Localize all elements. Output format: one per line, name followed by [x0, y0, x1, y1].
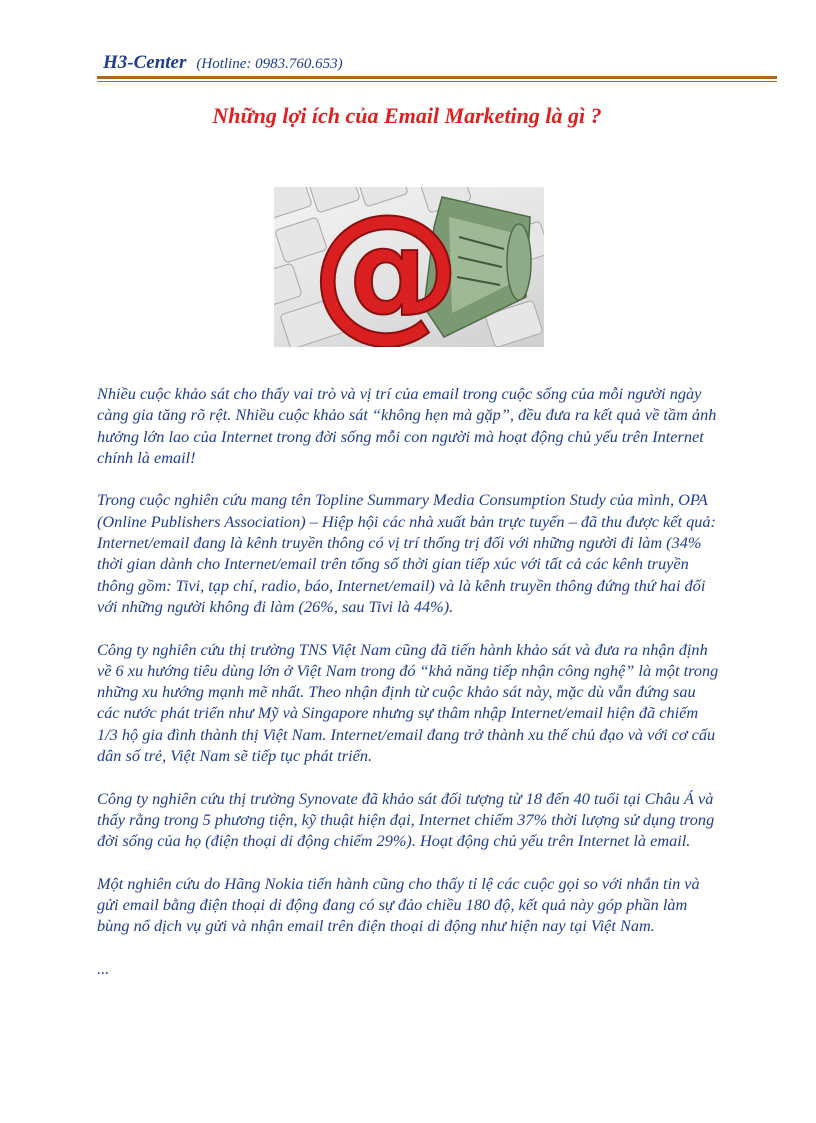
paragraph-2: Trong cuộc nghiên cứu mang tên Topline Summary Media Consumption Study của mình, OPA (Online Publishers Association) – Hiệp hội các nhà xuất bản trực tuyến – đã thu được kết quả: Internet/email đang là kênh truyền thông có vị trí thống trị đối với những người đi làm (34% thời gian dành cho Internet/email trên tổng số thời gian tiếp xúc với tất cả các kênh truyền thông gồm: Tivi, tạp chí, radio, báo, Internet/email) và là kênh truyền thông đứng thứ hai đối với những người không đi làm (26%, sau Tivi là 44%). — [97, 490, 716, 616]
at-symbol: @ — [311, 187, 461, 347]
header-rule-thick — [97, 76, 777, 79]
article-title: Những lợi ích của Email Marketing là gì ? — [212, 103, 602, 128]
hotline-text: (Hotline: 0983.760.653) — [196, 56, 343, 72]
email-marketing-image — [274, 187, 544, 347]
header-rule-thin — [97, 81, 777, 82]
paragraph-1: Nhiều cuộc khảo sát cho thấy vai trò và vị trí của email trong cuộc sống của mỗi người ngày càng gia tăng rõ rệt. Nhiều cuộc khảo sát “không hẹn mà gặp”, đều đưa ra kết quả về tầm ảnh hưởng lớn lao của Internet trong đời sống mỗi con người mà hoạt động chủ yếu trên Internet chính là email! — [97, 384, 717, 467]
paragraph-5: Một nghiên cứu do Hãng Nokia tiến hành cũng cho thấy tỉ lệ các cuộc gọi so với nhắn tin và gửi email bằng điện thoại di động đang có sự đảo chiều 180 độ, kết quả này góp phần làm bùng nổ dịch vụ gửi và nhận email trên điện thoại di động như hiện nay tại Việt Nam. — [97, 873, 700, 936]
email-money-illustration — [274, 187, 544, 347]
at-sign-icon — [311, 187, 461, 347]
article-body — [97, 383, 721, 1001]
paragraph-4: Công ty nghiên cứu thị trường Synovate đã khảo sát đối tượng từ 18 đến 40 tuổi tại Châu Á và thấy rằng trong 5 phương tiện, kỹ thuật hiện đại, Internet chiếm 37% thời lượng sử dụng trong đời sống của họ (điện thoại di động chiếm 29%). Hoạt động chủ yếu trên Internet là email. — [97, 788, 715, 851]
brand-name: H3-Center — [103, 52, 187, 73]
page-header — [103, 52, 343, 74]
continuation-ellipsis: ... — [97, 959, 110, 979]
paragraph-3: Công ty nghiên cứu thị trường TNS Việt Nam cũng đã tiến hành khảo sát và đưa ra nhận định về 6 xu hướng tiêu dùng lớn ở Việt Nam trong đó “khả năng tiếp nhận công nghệ” là một trong những xu hướng mạnh mẽ nhất. Theo nhận định từ cuộc khảo sát này, mặc dù vẫn đứng sau các nước phát triển như Mỹ và Singapore nhưng sự thâm nhập Internet/email hiện đã chiếm 1/3 hộ gia đình thành thị Việt Nam. Internet/email đang trở thành xu thế chủ đạo và với cơ cấu dân số trẻ, Việt Nam sẽ tiếp tục phát triển. — [97, 639, 719, 766]
